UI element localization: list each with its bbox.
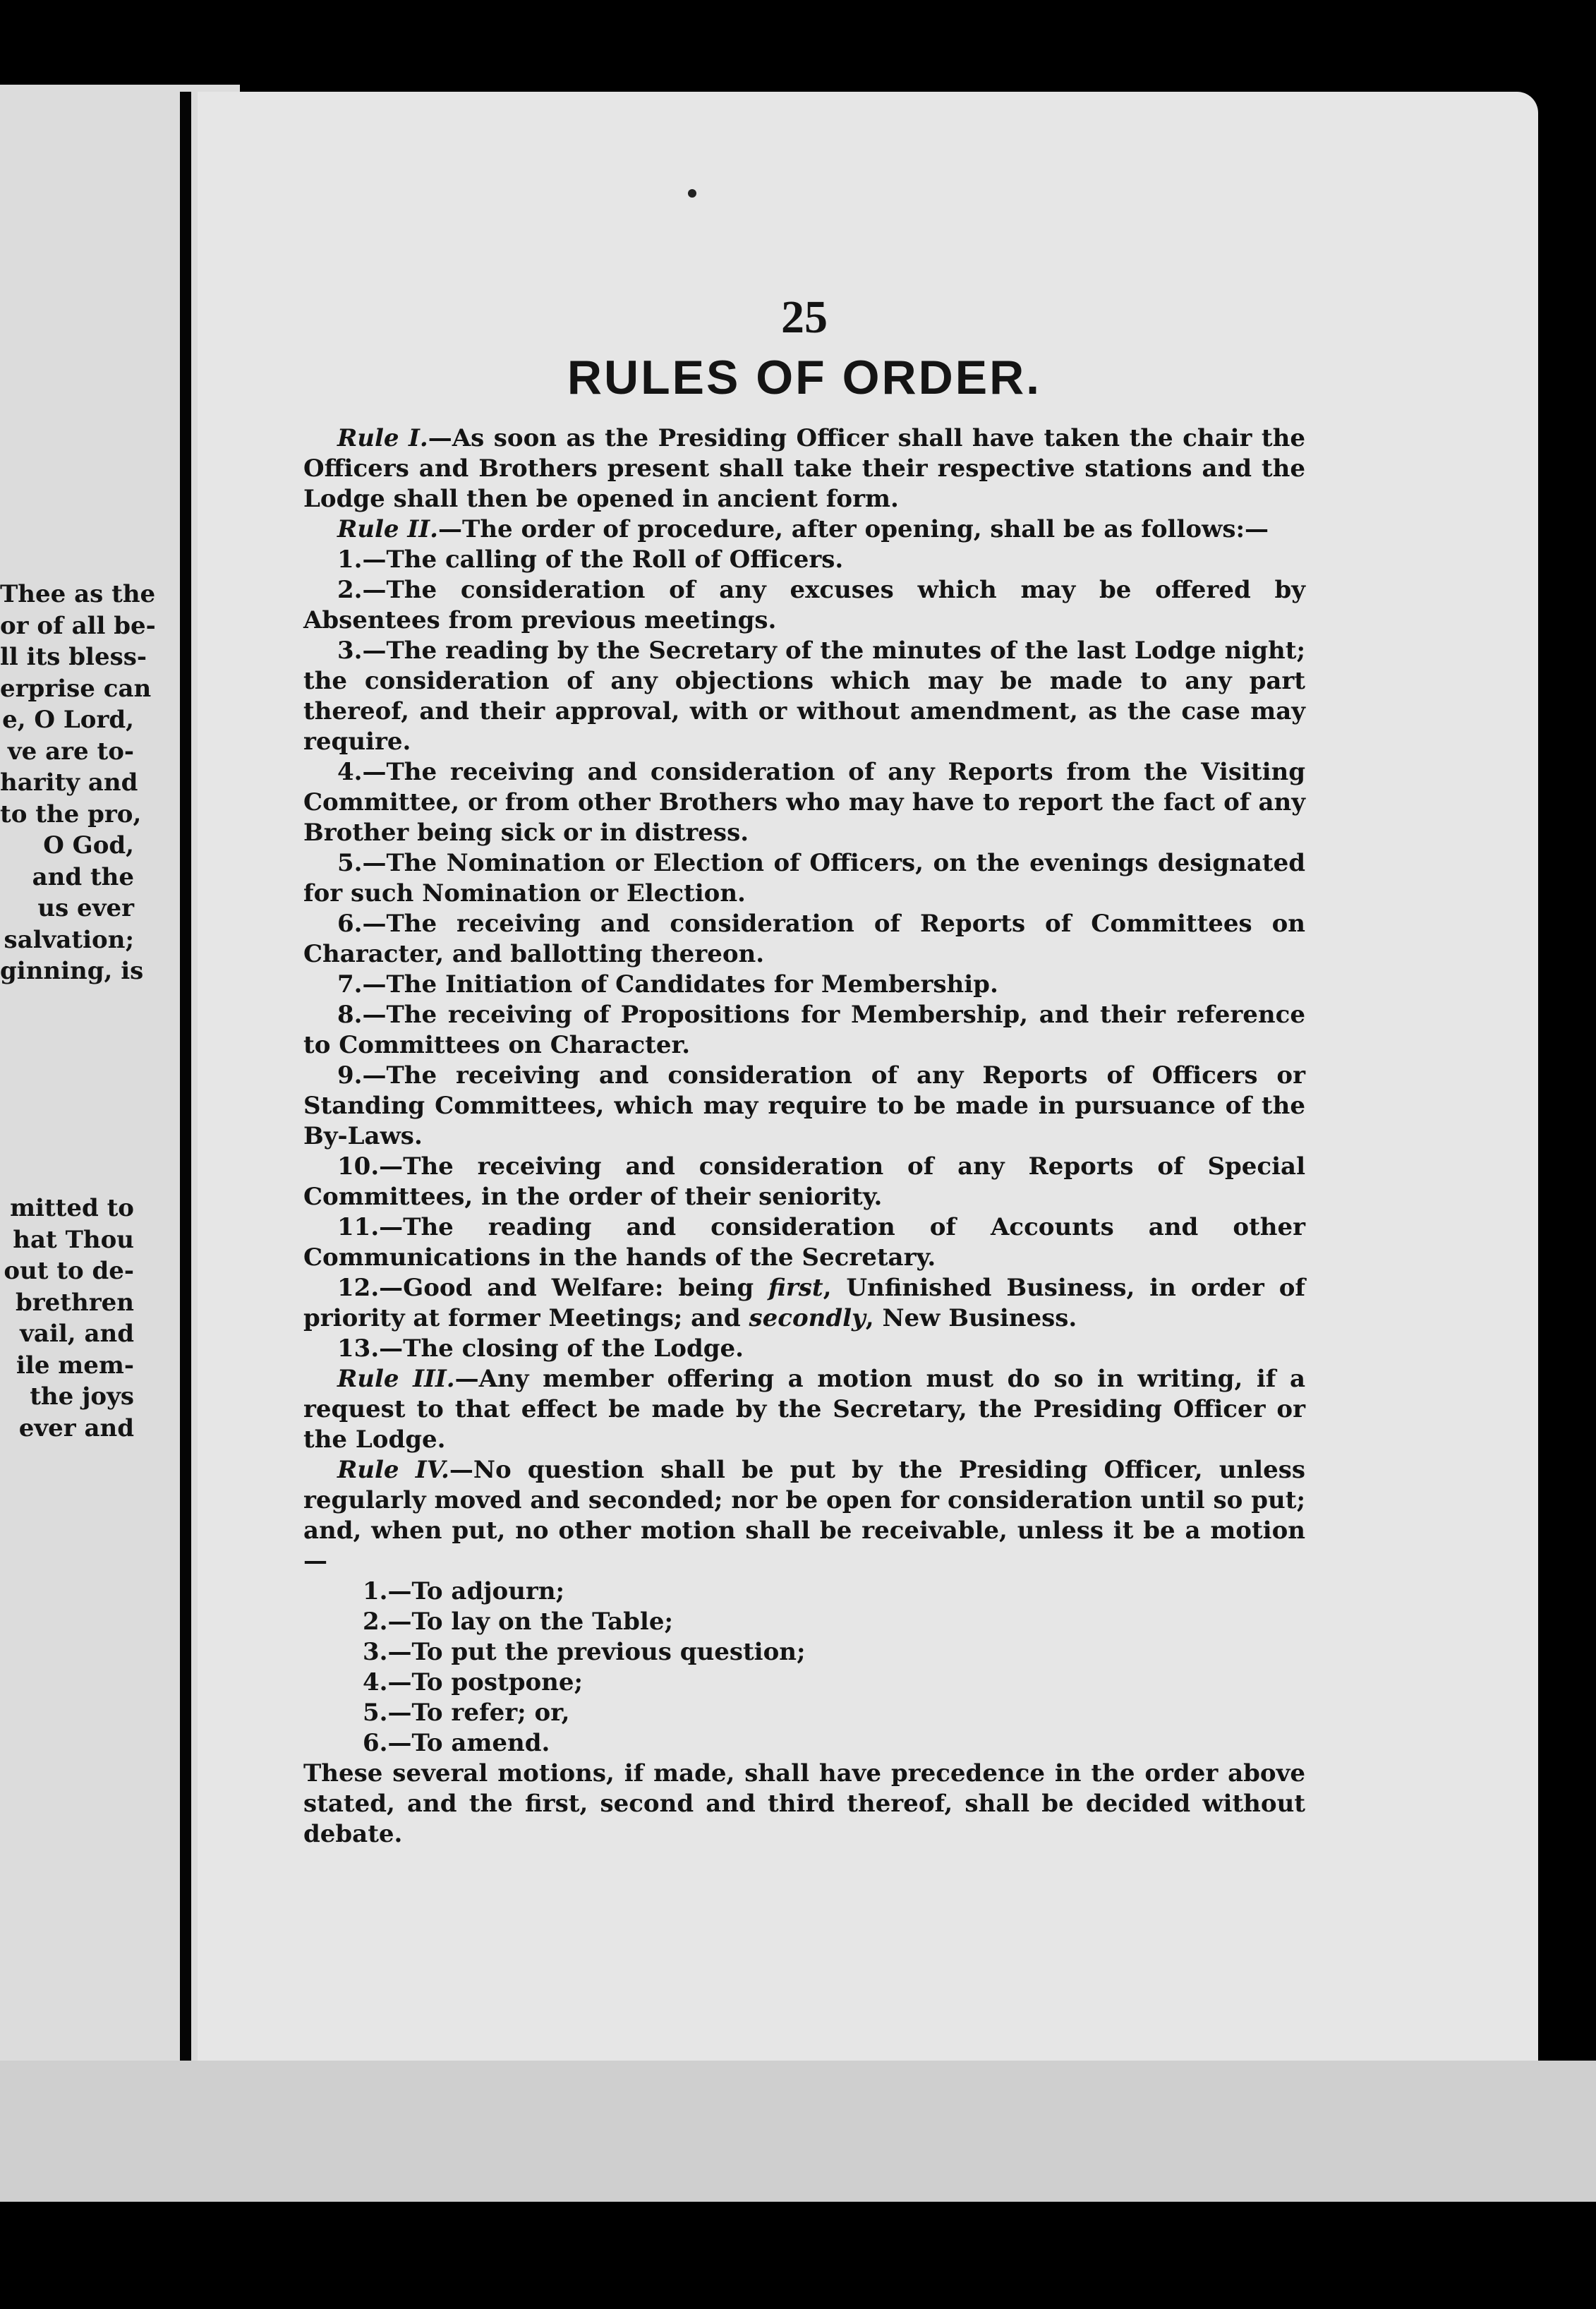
item-12-emphasis: secondly bbox=[749, 1304, 866, 1332]
ink-speck bbox=[688, 189, 696, 198]
rule-4 bbox=[303, 1455, 1305, 1576]
page-number: 25 bbox=[781, 291, 828, 343]
rule-4-text: —No question shall be put by the Presiding Officer, unless regularly moved and seconded; nor be open for consideration until so put; and, when put, no other motion shall be receivable, unless it be a motion— bbox=[303, 1456, 1305, 1575]
rule-2-label: Rule II. bbox=[337, 515, 439, 543]
left-page-line: brethren bbox=[15, 1288, 134, 1317]
list-item: 2.—The consideration of any excuses which may be offered by Absentees from previous meetings. bbox=[303, 576, 1305, 634]
list-item: 1.—The calling of the Roll of Officers. bbox=[337, 545, 844, 574]
rule-2-list bbox=[303, 545, 1305, 1364]
rule-3-label: Rule III. bbox=[337, 1365, 455, 1393]
left-page-line: salvation; bbox=[4, 925, 134, 954]
rule-4-motions bbox=[303, 1576, 1305, 1759]
list-item: 8.—The receiving of Propositions for Membership, and their reference to Committees on Character. bbox=[303, 1001, 1305, 1059]
left-page-line: and the bbox=[32, 862, 134, 891]
rule-2 bbox=[303, 514, 1305, 545]
motion-item: 5.—To refer; or, bbox=[363, 1699, 570, 1727]
left-page-line: to the pro, bbox=[0, 800, 142, 828]
left-page-line: mitted to bbox=[10, 1194, 134, 1222]
list-item: 11.—The reading and consideration of Accounts and other Communications in the hands of the Secretary. bbox=[303, 1213, 1305, 1272]
motion-item: 3.—To put the previous question; bbox=[363, 1638, 806, 1666]
list-item: 5.—The Nomination or Election of Officers, on the evenings designated for such Nomination or Election. bbox=[303, 849, 1305, 908]
left-page-line: harity and bbox=[0, 768, 138, 797]
left-page-line: ginning, is bbox=[0, 957, 144, 985]
left-page-line: hat Thou bbox=[13, 1225, 134, 1254]
list-item: 3.—The reading by the Secretary of the minutes of the last Lodge night; the consideration of any objections which may be made to any part thereof, and their approval, with or without amendment, as the case may require. bbox=[303, 637, 1305, 756]
left-page-line: the joys bbox=[30, 1382, 134, 1411]
left-page-line: vail, and bbox=[20, 1320, 134, 1348]
list-item: 9.—The receiving and consideration of any Reports of Officers or Standing Committees, which may require to be made in pursuance of the By-Laws. bbox=[303, 1061, 1305, 1150]
rule-2-text: —The order of procedure, after opening, shall be as follows:— bbox=[438, 515, 1269, 543]
rule-1-text: —As soon as the Presiding Officer shall have taken the chair the Officers and Brothers present shall take their respective stations and the Lodge shall then be opened in ancient form. bbox=[303, 424, 1305, 513]
motion-item: 4.—To postpone; bbox=[363, 1668, 584, 1696]
rule-1-label: Rule I. bbox=[337, 424, 428, 452]
closing-paragraph: These several motions, if made, shall have precedence in the order above stated, and the first, second and third thereof, shall be decided without debate. bbox=[303, 1759, 1305, 1848]
item-12-part: , New Business. bbox=[865, 1304, 1077, 1332]
motion-item: 2.—To lay on the Table; bbox=[363, 1608, 674, 1636]
left-page-line: erprise can bbox=[0, 674, 152, 703]
left-page-line: Thee as the bbox=[0, 580, 156, 608]
left-page-line: ve are to- bbox=[7, 737, 134, 766]
left-page-line: ever and bbox=[18, 1413, 134, 1442]
list-item: 7.—The Initiation of Candidates for Membership. bbox=[337, 970, 998, 999]
left-page-line: O God, bbox=[43, 831, 134, 860]
page-title: RULES OF ORDER. bbox=[567, 351, 1042, 404]
left-page-line: ll its bless- bbox=[0, 643, 147, 671]
list-item: 4.—The receiving and consideration of any Reports from the Visiting Committee, or from other Brothers who may have to report the fact of any Brother being sick or in distress. bbox=[303, 758, 1305, 847]
item-12-part: 12.—Good and Welfare: being bbox=[337, 1274, 769, 1302]
list-item: 13.—The closing of the Lodge. bbox=[337, 1334, 744, 1363]
list-item-12 bbox=[303, 1273, 1305, 1334]
list-item: 10.—The receiving and consideration of any Reports of Special Committees, in the order of their seniority. bbox=[303, 1152, 1305, 1211]
left-page-line: or of all be- bbox=[0, 611, 156, 640]
rule-3-text: —Any member offering a motion must do so in writing, if a request to that effect be made by the Secretary, the Presiding Officer or the Lodge. bbox=[303, 1365, 1305, 1454]
rule-3 bbox=[303, 1364, 1305, 1455]
book-gutter bbox=[180, 92, 191, 2110]
item-12-part: , Unfinished Business, in order of priority at former Meetings; and bbox=[303, 1274, 1305, 1332]
left-page-line: e, O Lord, bbox=[2, 706, 134, 734]
rule-1 bbox=[303, 423, 1305, 514]
list-item: 6.—The receiving and consideration of Reports of Committees on Character, and ballotting thereon. bbox=[303, 910, 1305, 968]
page-content bbox=[303, 289, 1305, 1850]
left-page-line: us ever bbox=[37, 894, 134, 922]
motion-item: 1.—To adjourn; bbox=[363, 1577, 565, 1605]
motion-item: 6.—To amend. bbox=[363, 1729, 550, 1757]
left-page-line: out to de- bbox=[4, 1257, 134, 1285]
scan-lower-band bbox=[0, 2061, 1596, 2202]
left-page-line: ile mem- bbox=[16, 1351, 134, 1380]
rule-4-label: Rule IV. bbox=[337, 1456, 449, 1484]
item-12-emphasis: first bbox=[768, 1274, 823, 1302]
